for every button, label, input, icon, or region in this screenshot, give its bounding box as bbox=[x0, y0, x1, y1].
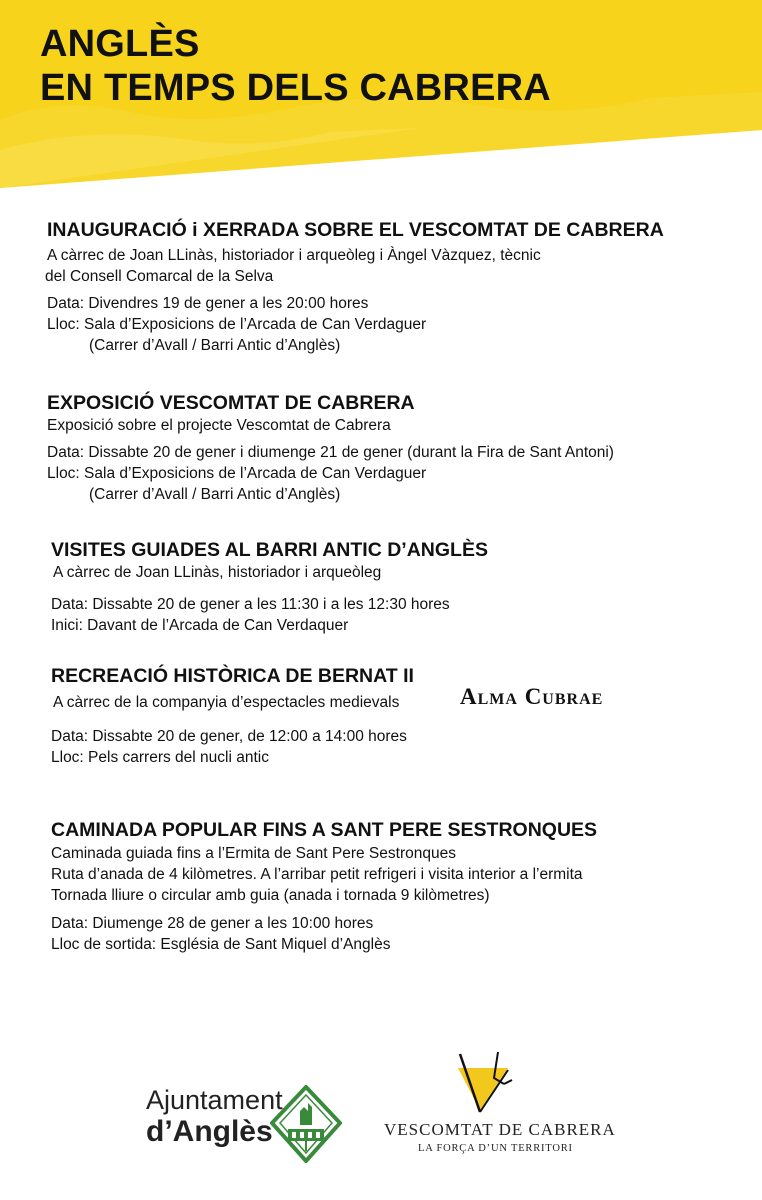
event-desc-line: Caminada guiada fins a l’Ermita de Sant Pere Sestronques bbox=[51, 845, 456, 862]
event-desc-line: del Consell Comarcal de la Selva bbox=[45, 268, 274, 285]
event-heading: RECREACIÓ HISTÒRICA DE BERNAT II bbox=[51, 665, 414, 687]
angles-shield-icon bbox=[270, 1085, 342, 1163]
ajuntament-logo bbox=[146, 1085, 283, 1149]
alma-cubrae-text: Alma Cubrae bbox=[460, 684, 604, 709]
event-place: Inici: Davant de l’Arcada de Can Verdaquer bbox=[51, 617, 349, 634]
event-desc-line: Tornada lliure o circular amb guia (anada i tornada 9 kilòmetres) bbox=[51, 887, 490, 904]
ajuntament-line-2: d’Anglès bbox=[146, 1115, 273, 1148]
title-line-2: EN TEMPS DELS CABRERA bbox=[40, 67, 551, 109]
event-inauguracio bbox=[0, 218, 762, 356]
ajuntament-line-1: Ajuntament bbox=[146, 1085, 283, 1115]
event-date: Data: Divendres 19 de gener a les 20:00 hores bbox=[47, 295, 369, 312]
alma-cubrae-logo bbox=[460, 684, 603, 710]
event-heading: CAMINADA POPULAR FINS A SANT PERE SESTRONQUES bbox=[51, 819, 598, 841]
vescomtat-name: VESCOMTAT DE CABRERA bbox=[384, 1120, 616, 1139]
event-heading: INAUGURACIÓ i XERRADA SOBRE EL VESCOMTAT DE CABRERA bbox=[47, 219, 664, 241]
event-place: Lloc: Pels carrers del nucli antic bbox=[51, 749, 269, 766]
event-desc-line: A càrrec de la companyia d’espectacles medievals bbox=[53, 694, 400, 711]
event-heading: EXPOSICIÓ VESCOMTAT DE CABRERA bbox=[47, 392, 415, 414]
vescomtat-tagline: LA FORÇA D’UN TERRITORI bbox=[418, 1143, 573, 1154]
event-caminada bbox=[0, 818, 762, 955]
event-desc-line: Ruta d’anada de 4 kilòmetres. A l’arribar petit refrigeri i visita interior a l’ermita bbox=[51, 866, 583, 883]
title-line-1: ANGLÈS bbox=[40, 23, 200, 65]
event-visites-guiades bbox=[0, 538, 762, 636]
page-title bbox=[40, 22, 551, 110]
event-date: Data: Dissabte 20 de gener i diumenge 21 de gener (durant la Fira de Sant Antoni) bbox=[47, 444, 614, 461]
event-place: Lloc: Sala d’Exposicions de l’Arcada de Can Verdaguer bbox=[47, 316, 427, 333]
event-desc-line: A càrrec de Joan LLinàs, historiador i arqueòleg bbox=[53, 564, 382, 581]
event-desc-line: A càrrec de Joan LLinàs, historiador i arqueòleg i Àngel Vàzquez, tècnic bbox=[47, 247, 541, 264]
event-date: Data: Diumenge 28 de gener a les 10:00 hores bbox=[51, 915, 374, 932]
event-heading: VISITES GUIADES AL BARRI ANTIC D’ANGLÈS bbox=[51, 539, 488, 561]
vescomtat-logo-icon bbox=[450, 1050, 520, 1118]
event-recreacio bbox=[0, 664, 762, 768]
event-date: Data: Dissabte 20 de gener a les 11:30 i a les 12:30 hores bbox=[51, 596, 450, 613]
event-place: Lloc de sortida: Església de Sant Miquel d’Anglès bbox=[51, 936, 391, 953]
event-desc-line: Exposició sobre el projecte Vescomtat de Cabrera bbox=[47, 417, 391, 434]
event-place-detail: (Carrer d’Avall / Barri Antic d’Anglès) bbox=[89, 486, 341, 503]
event-place-detail: (Carrer d’Avall / Barri Antic d’Anglès) bbox=[89, 337, 341, 354]
event-date: Data: Dissabte 20 de gener, de 12:00 a 14:00 hores bbox=[51, 728, 407, 745]
event-exposicio bbox=[0, 391, 762, 505]
event-place: Lloc: Sala d’Exposicions de l’Arcada de Can Verdaguer bbox=[47, 465, 427, 482]
